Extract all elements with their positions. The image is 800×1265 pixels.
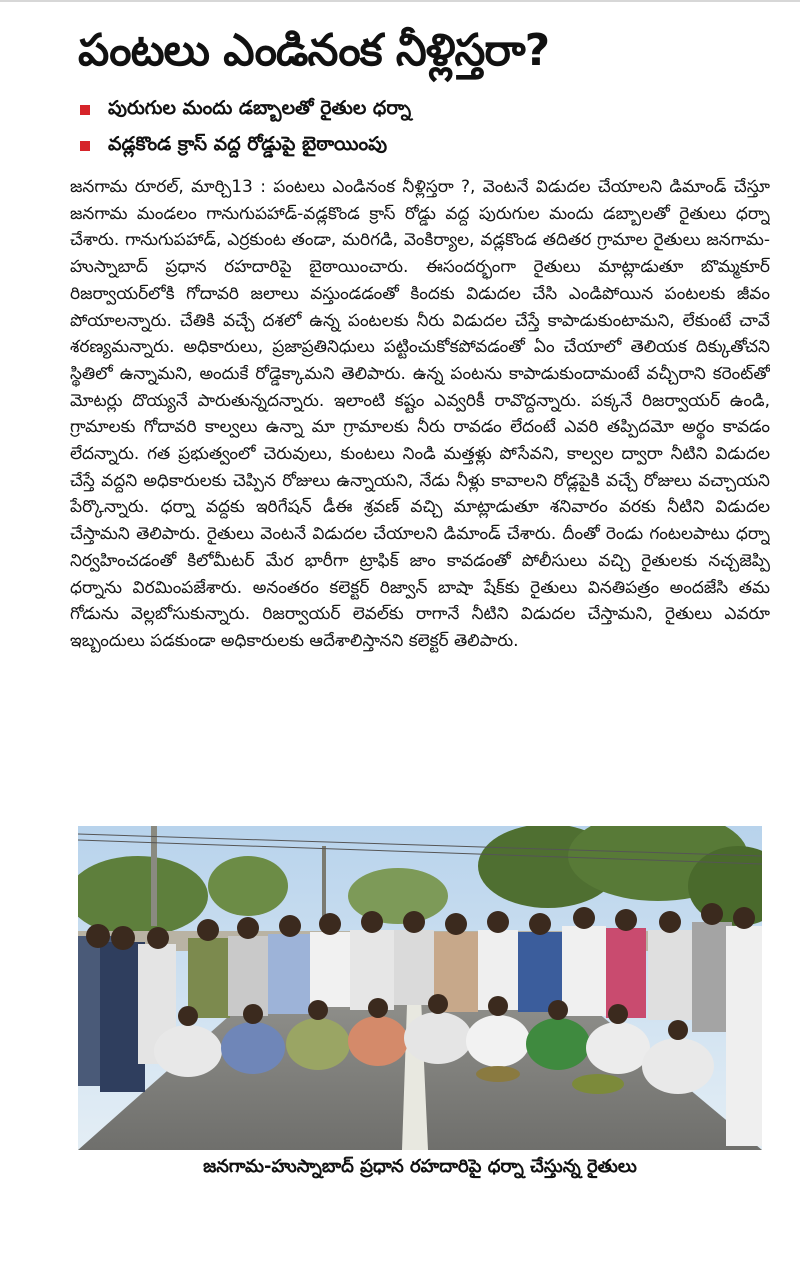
deck-item-text: పురుగుల మందు డబ్బాలతో రైతుల ధర్నా xyxy=(108,96,412,119)
headline: పంటలు ఎండినంక నీళ్లిస్తరా? xyxy=(78,25,550,76)
deck-item xyxy=(80,92,770,128)
page-top-rule xyxy=(0,0,800,2)
deck-list xyxy=(80,92,770,164)
red-square-bullet-icon xyxy=(80,105,90,115)
red-square-bullet-icon xyxy=(80,141,90,151)
deck-item-text: వడ్లకొండ క్రాస్ వద్ద రోడ్డుపై బైఠాయింపు xyxy=(108,132,388,155)
protest-photo-illustration xyxy=(78,826,762,1150)
protest-photo xyxy=(78,826,762,1150)
article-body: జనగామ రూరల్, మార్చి13 : పంటలు ఎండినంక నీళ్లిస్తరా ?, వెంటనే విడుదల చేయాలని డిమాండ్ చేస్తూ జనగామ మండలం గానుగుపహాడ్-వడ్లకొండ క్రాస్ రోడ్డు వద్ద పురుగుల మందు డబ్బాలతో రైతులు ధర్నా చేశారు. గానుగుపహాడ్, ఎర్రకుంట తండా, మరిగడి, వెంకిర్యాల, వడ్లకొండ తదితర గ్రామాల రైతులు జనగామ-హుస్నాబాద్ ప్రధాన రహదారిపై బైఠాయించారు. ఈసందర్భంగా రైతులు మాట్లాడుతూ బొమ్మకూర్ రిజర్వాయర్‌లోకి గోదావరి జలాలు వస్తుండడంతో కిందకు విడుదల చేసి ఎండిపోయిన పంటలకు జీవం పోయాలన్నారు. చేతికి వచ్చే దశలో ఉన్న పంటలకు నీరు విడుదల చేస్తే కాపాడుకుంటామని, లేకుంటే చావే శరణ్యమన్నారు. అధికారులు, ప్రజాప్రతినిధులు పట్టించుకోకపోవడంతో ఏం చేయాలో తెలియక దిక్కుతోచని స్థితిలో ఉన్నామని, అందుకే రోడ్డెక్కామని తెలిపారు. ఉన్న పంటను కాపాడుకుందామంటే వచ్చీరాని కరెంట్‌తో మోటర్లు దొయ్యనే పారుతున్నదన్నారు. ఇలాంటి కష్టం ఎవ్వరికీ రావొద్దన్నారు. పక్కనే రిజర్వాయర్ ఉండి, గ్రామాలకు గోదావరి కాల్వలు ఉన్నా మా గ్రామాలకు నీరు రావడం లేదంటే ఎవరి తప్పిదమో అర్థం కావడం లేదన్నారు. గత ప్రభుత్వంలో చెరువులు, కుంటలు నిండి మత్తళ్లు పోసేవని, కాల్వల ద్వారా నీటిని విడుదల చేస్తే వద్దని అధికారులకు చెప్పిన రోజులు ఉన్నాయని, నేడు నీళ్లు కావాలని రోడ్లపైకి వచ్చే రోజులు వచ్చాయని పేర్కొన్నారు. ధర్నా వద్దకు ఇరిగేషన్ డీఈ శ్రవణ్ వచ్చి మాట్లాడుతూ శనివారం వరకు నీటిని విడుదల చేస్తామని తెలిపారు. రైతులు వెంటనే విడుదల చేయాలని డిమాండ్ చేశారు. దీంతో రెండు గంటలపాటు ధర్నా నిర్వహించడంతో కిలోమీటర్ మేర భారీగా ట్రాఫిక్ జాం కావడంతో పోలీసులు వచ్చి రైతులకు నచ్చజెప్పి ధర్నాను విరమింపజేశారు. అనంతరం కలెక్టర్ రిజ్వాన్ బాషా షేక్‌కు రైతులు వినతిపత్రం అందజేసి తమ గోడును వెల్లబోసుకున్నారు. రిజర్వాయర్ లెవల్‌కు రాగానే నీటిని విడుదల చేస్తామని, రైతులు ఎవరూ ఇబ్బందులు పడకుండా అధికారులకు ఆదేశాలిస్తానని కలెక్టర్ తెలిపారు. xyxy=(70,177,770,651)
photo-caption: జనగామ-హుస్నాబాద్ ప్రధాన రహదారిపై ధర్నా చేస్తున్న రైతులు xyxy=(203,1156,637,1177)
news-clipping xyxy=(70,20,770,824)
deck-item xyxy=(80,128,770,164)
